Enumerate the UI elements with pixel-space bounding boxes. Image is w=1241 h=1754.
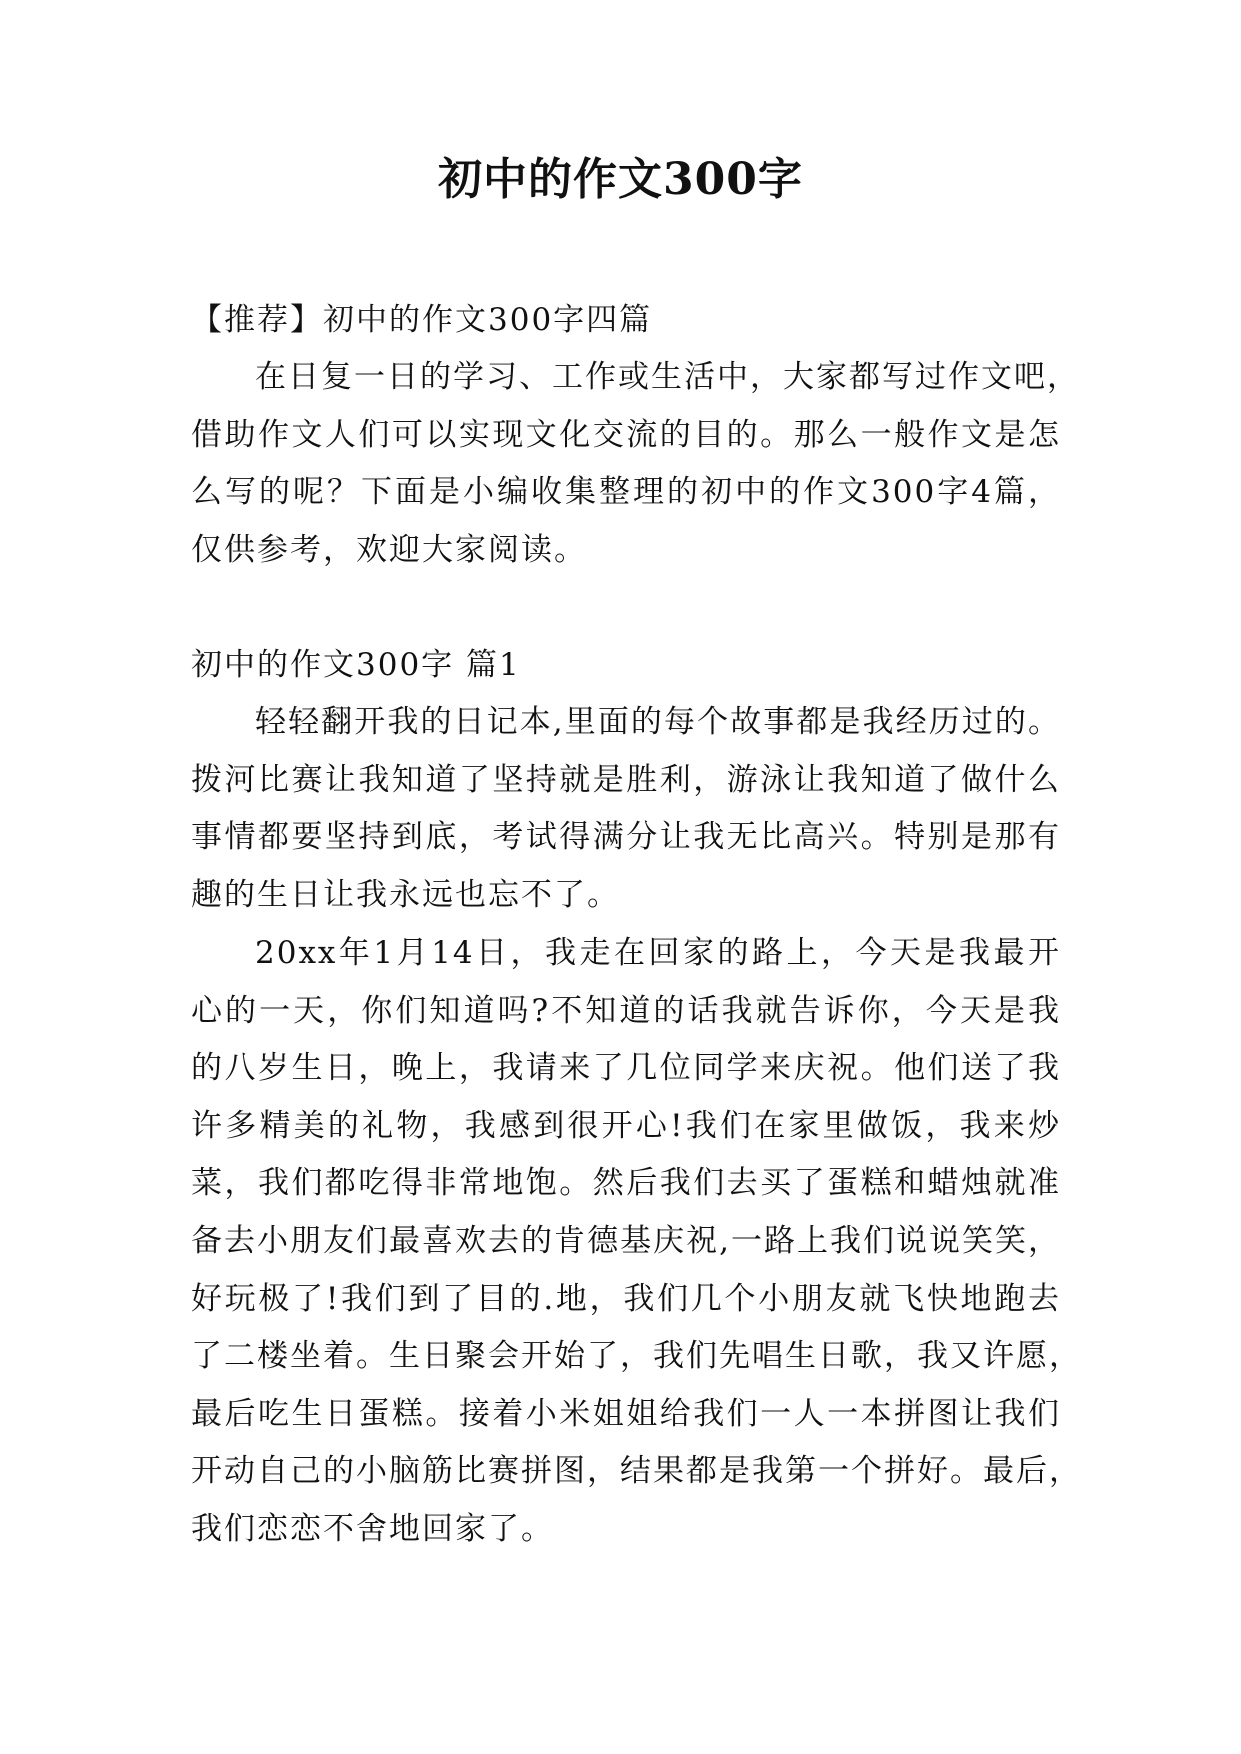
paragraph-line: 事情都要坚持到底，考试得满分让我无比高兴。特别是那有	[191, 819, 1061, 856]
document-subtitle	[191, 292, 1061, 350]
paragraph-line: 好玩极了!我们到了目的.地，我们几个小朋友就飞快地跑去	[191, 1280, 1061, 1317]
paragraph-line: 开动自己的小脑筋比赛拼图，结果都是我第一个拼好。最后，	[191, 1453, 1082, 1490]
paragraph-line: 许多精美的礼物，我感到很开心!我们在家里做饭，我来炒	[191, 1107, 1061, 1144]
paragraph-line: 我们恋恋不舍地回家了。	[191, 1510, 554, 1547]
paragraph-line: 趣的生日让我永远也忘不了。	[191, 876, 620, 913]
paragraph-line: 拨河比赛让我知道了坚持就是胜利，游泳让我知道了做什么	[191, 761, 1061, 798]
paragraph-line: 最后吃生日蛋糕。接着小米姐姐给我们一人一本拼图让我们	[191, 1395, 1061, 1432]
paragraph-line: 备去小朋友们最喜欢去的肯德基庆祝,一路上我们说说笑笑，	[191, 1222, 1061, 1259]
paragraph-line: 心的一天，你们知道吗?不知道的话我就告诉你，今天是我	[191, 992, 1061, 1029]
paragraph-line: 么写的呢？下面是小编收集整理的初中的作文300字4篇，	[191, 474, 1061, 511]
paragraph-line: 轻轻翻开我的日记本,里面的每个故事都是我经历过的。	[255, 704, 1061, 740]
section-paragraph-1	[191, 694, 1061, 924]
intro-paragraph	[191, 349, 1080, 579]
paragraph-line: 菜，我们都吃得非常地饱。然后我们去买了蛋糕和蜡烛就准	[191, 1165, 1061, 1202]
paragraph-line: 仅供参考，欢迎大家阅读。	[191, 531, 587, 568]
document-title: 初中的作文300字	[438, 154, 803, 205]
paragraph-line: 借助作文人们可以实现文化交流的目的。那么一般作文是怎	[191, 416, 1061, 453]
subtitle-line: 【推荐】初中的作文300字四篇	[191, 302, 653, 338]
section-paragraph-2	[191, 925, 1082, 1559]
section-heading-line: 初中的作文300字 篇1	[191, 647, 521, 683]
paragraph-line: 了二楼坐着。生日聚会开始了，我们先唱生日歌，我又许愿，	[191, 1338, 1082, 1375]
paragraph-line: 20xx年1月14日，我走在回家的路上，今天是我最开	[255, 935, 1061, 971]
paragraph-line: 在日复一日的学习、工作或生活中，大家都写过作文吧，	[255, 359, 1080, 395]
paragraph-line: 的八岁生日，晚上，我请来了几位同学来庆祝。他们送了我	[191, 1050, 1061, 1087]
section-heading	[191, 637, 1061, 695]
